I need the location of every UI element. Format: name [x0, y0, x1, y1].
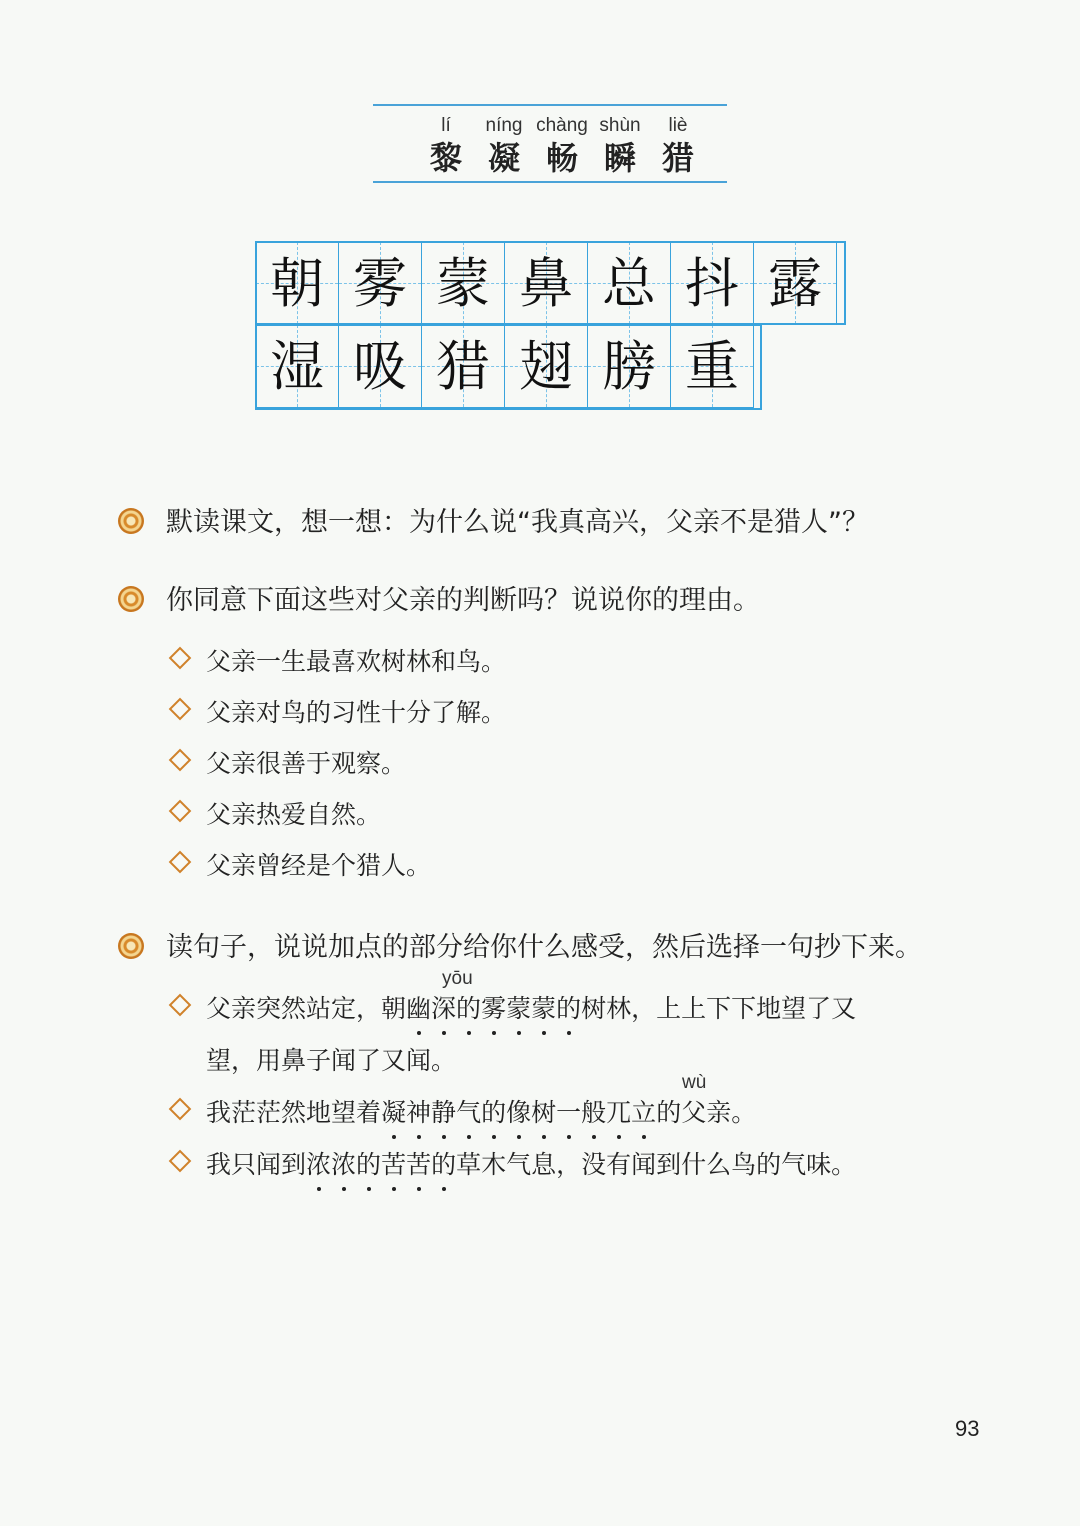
- dotted-character: 蒙: [506, 989, 531, 1025]
- sentence-text: 的父亲。: [656, 1098, 757, 1127]
- grid-character: 蒙: [436, 252, 490, 315]
- dotted-character: 浓: [331, 1145, 356, 1181]
- dotted-character: 气: [456, 1093, 481, 1129]
- question-1-text: 默读课文，想一想：为什么说“我真高兴，父亲不是猎人”？: [166, 507, 869, 538]
- list-item-text: 父亲一生最喜欢树林和鸟。: [206, 647, 507, 676]
- grid-row-1: [255, 241, 836, 324]
- dotted-character: 般: [581, 1093, 606, 1129]
- grid-character: 膀: [602, 335, 656, 398]
- grid-character: 露: [768, 252, 822, 315]
- grid-character: 鼻: [519, 252, 573, 315]
- list-item: [168, 795, 381, 831]
- page-number: 93: [955, 1416, 980, 1441]
- vocab-item: [591, 114, 649, 180]
- dotted-character: 的: [431, 1145, 456, 1181]
- list-item-text: 父亲曾经是个猎人。: [206, 851, 432, 880]
- list-item: [168, 846, 431, 882]
- spiral-bullet-icon: [118, 586, 144, 612]
- sentence-3: [168, 1145, 856, 1181]
- vocab-pinyin: shùn: [599, 115, 641, 136]
- grid-row-2: [255, 324, 836, 407]
- dotted-character: 一: [556, 1093, 581, 1129]
- vocab-hanzi: 凝: [487, 139, 520, 177]
- grid-cell: [255, 241, 339, 325]
- sentence-text: 树林，上上下下地望了又: [581, 994, 857, 1023]
- grid-character: 雾: [353, 252, 407, 315]
- list-item-text: 父亲热爱自然。: [206, 800, 382, 829]
- vocab-pinyin: lí: [441, 115, 451, 136]
- pinyin-annotation: yōu: [442, 968, 473, 989]
- sentence-text: 我只闻到: [206, 1150, 307, 1179]
- sentence-1: [168, 989, 856, 1025]
- diamond-bullet-icon: [169, 1098, 192, 1121]
- grid-character: 吸: [353, 335, 407, 398]
- dotted-character: 静: [431, 1093, 456, 1129]
- grid-cell: [421, 324, 505, 408]
- diamond-bullet-icon: [169, 851, 192, 874]
- dotted-character: 苦: [406, 1145, 431, 1181]
- question-2: [118, 578, 760, 617]
- dotted-character: 苦: [381, 1145, 406, 1181]
- dotted-character: 立: [631, 1093, 656, 1129]
- diamond-bullet-icon: [169, 647, 192, 670]
- question-3-text: 读句子，说说加点的部分给你什么感受，然后选择一句抄下来。: [166, 932, 922, 963]
- grid-cell: [504, 241, 588, 325]
- list-item-text: 父亲很善于观察。: [206, 749, 407, 778]
- dotted-character: 像: [506, 1093, 531, 1129]
- grid-character: 翅: [519, 335, 573, 398]
- grid-cell: [587, 324, 671, 408]
- vocab-pinyin: chàng: [536, 115, 588, 136]
- dotted-character: 浓: [306, 1145, 331, 1181]
- question-1: [118, 500, 869, 539]
- list-item-text: 父亲对鸟的习性十分了解。: [206, 698, 507, 727]
- dotted-character: 深: [431, 989, 456, 1025]
- grid-cell: [753, 241, 837, 325]
- dotted-character: 的: [356, 1145, 381, 1181]
- dotted-character: 雾: [481, 989, 506, 1025]
- vocab-hanzi: 瞬: [603, 139, 636, 177]
- vocabulary-box: [373, 104, 727, 184]
- sentence-text: 父亲突然站定，朝: [206, 994, 407, 1023]
- vocab-top-rule: [373, 104, 727, 106]
- diamond-bullet-icon: [169, 800, 192, 823]
- dotted-character: 的: [481, 1093, 506, 1129]
- vocab-item: [533, 114, 591, 180]
- dotted-character: 蒙: [531, 989, 556, 1025]
- sentence-text: 我茫茫然地望着: [206, 1098, 382, 1127]
- dotted-character: 幽: [406, 989, 431, 1025]
- sentence-text: 草木气息，没有闻到什么鸟的气味。: [456, 1150, 857, 1179]
- spiral-bullet-icon: [118, 933, 144, 959]
- vocab-bottom-rule: [373, 181, 727, 183]
- grid-cell: [255, 324, 339, 408]
- dotted-character: 神: [406, 1093, 431, 1129]
- dotted-character: 树: [531, 1093, 556, 1129]
- vocab-item: [475, 114, 533, 180]
- list-item: [168, 744, 406, 780]
- diamond-bullet-icon: [169, 749, 192, 772]
- question-3: [118, 925, 922, 964]
- spiral-bullet-icon: [118, 508, 144, 534]
- grid-cell: [504, 324, 588, 408]
- dotted-character: 的: [456, 989, 481, 1025]
- vocab-pinyin: liè: [668, 115, 688, 136]
- question-2-text: 你同意下面这些对父亲的判断吗？说说你的理由。: [166, 585, 760, 616]
- list-item: [168, 693, 506, 729]
- grid-character: 猎: [436, 335, 490, 398]
- vocab-hanzi: 畅: [545, 139, 578, 177]
- diamond-bullet-icon: [169, 994, 192, 1017]
- grid-cell: [338, 241, 422, 325]
- grid-character: 重: [685, 335, 739, 398]
- grid-cell: [338, 324, 422, 408]
- grid-character: 湿: [270, 335, 324, 398]
- diamond-bullet-icon: [169, 1150, 192, 1173]
- grid-cell: [421, 241, 505, 325]
- grid-character: 总: [602, 252, 656, 315]
- grid-cell: [587, 241, 671, 325]
- character-grid: [255, 241, 836, 407]
- grid-cell: [670, 241, 754, 325]
- vocab-hanzi: 猎: [661, 139, 694, 177]
- dotted-character: 兀: [606, 1093, 631, 1129]
- dotted-character: 凝: [381, 1093, 406, 1129]
- sentence-1-continuation: 望，用鼻子闻了又闻。: [206, 1046, 457, 1075]
- pinyin-annotation: wù: [682, 1072, 707, 1093]
- sentence-2: [168, 1093, 756, 1129]
- vocab-hanzi: 黎: [429, 139, 462, 177]
- vocab-item: [417, 114, 475, 180]
- grid-character: 抖: [685, 252, 739, 315]
- dotted-character: 的: [556, 989, 581, 1025]
- vocab-pinyin: níng: [485, 115, 523, 136]
- grid-cell: [670, 324, 754, 408]
- vocab-item: [649, 114, 707, 180]
- list-item: [168, 642, 506, 678]
- diamond-bullet-icon: [169, 698, 192, 721]
- grid-character: 朝: [270, 252, 324, 315]
